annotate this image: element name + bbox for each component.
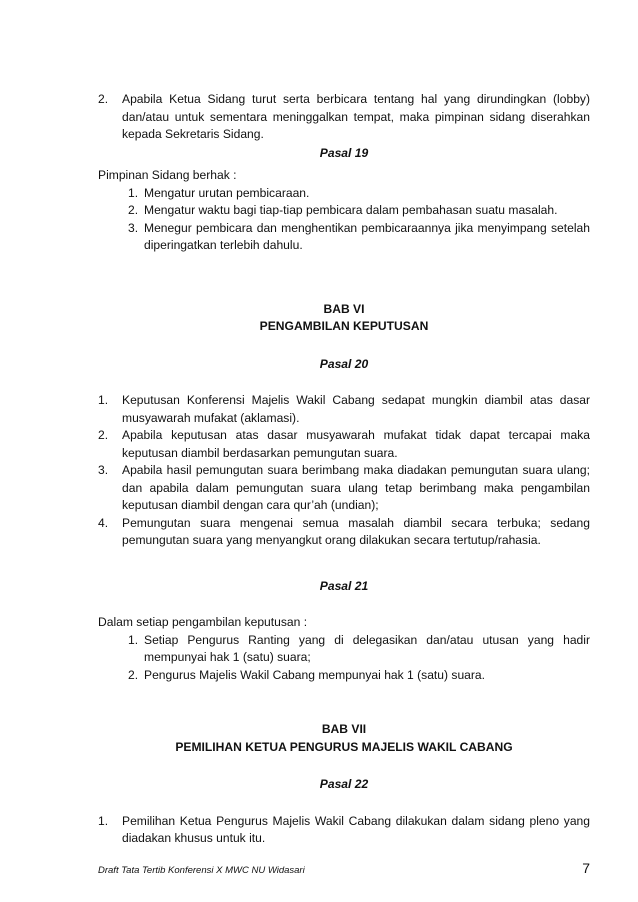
list-item [98,392,590,427]
list-text: Pemilihan Ketua Pengurus Majelis Wakil Cabang dilakukan dalam sidang pleno yang diadakan khusus untuk itu. [122,813,590,845]
list-number: 3. [98,463,109,477]
list-number: 4. [98,515,109,530]
list-item [98,91,590,144]
pasal-19-heading: Pasal 19 [319,145,369,160]
list-item [128,667,590,685]
bab-7-title: PEMILIHAN KETUA PENGURUS MAJELIS WAKIL CABANG [175,739,513,754]
list-item [98,515,590,550]
list-number: 3. [128,220,139,235]
list-item [128,220,590,255]
page-number: 7 [582,860,590,876]
list-text: Setiap Pengurus Ranting yang di delegasikan dan/atau utusan yang hadir mempunyai hak 1 (satu) suara; [144,632,590,664]
list-number: 1. [98,813,109,828]
bab-6-label: BAB VI [323,301,365,316]
list-item [98,462,590,515]
pasal-22-list [98,813,590,848]
list-text: Apabila keputusan atas dasar musyawarah mufakat tidak dapat tercapai maka keputusan diambil berdasarkan pemungutan suara. [122,428,590,460]
list-item [128,185,590,203]
list-number: 2. [128,667,139,682]
pasal-21-list [128,632,590,685]
pasal-21-intro: Dalam setiap pengambilan keputusan : [98,615,308,629]
bab-6-title: PENGAMBILAN KEPUTUSAN [259,319,429,333]
list-item [98,427,590,462]
page-footer [98,860,590,876]
pasal-19-intro: Pimpinan Sidang berhak : [98,168,237,182]
pasal-20-list [98,392,590,550]
list-number: 2. [98,428,109,442]
pasal-19-list [128,185,590,255]
list-number: 1. [128,185,139,200]
list-number: 1. [128,632,139,647]
pasal-20-heading: Pasal 20 [319,356,369,371]
pasal-21-heading: Pasal 21 [319,578,369,593]
list-item [128,202,590,220]
footer-text: Draft Tata Tertib Konferensi X MWC NU Widasari [98,865,305,876]
list-item [98,813,590,848]
page-content [98,91,590,848]
list-text: Mengatur urutan pembicaraan. [144,185,310,200]
pasal-22-heading: Pasal 22 [319,777,369,791]
list-text: Menegur pembicara dan menghentikan pembicaraannya jika menyimpang setelah diperingatkan terlebih dahulu. [144,220,590,252]
list-number: 2. [98,92,109,106]
list-text: Mengatur waktu bagi tiap-tiap pembicara dalam pembahasan suatu masalah. [144,203,558,217]
list-text: Apabila hasil pemungutan suara berimbang maka diadakan pemungutan suara ulang; dan apabila dalam pemungutan suara ulang tetap berimbang maka pengambilan keputusan diambil dengan cara qur’ah (undian); [122,463,590,512]
list-text: Apabila Ketua Sidang turut serta berbicara tentang hal yang dirundingkan (lobby) dan/atau untuk sementara meninggalkan tempat, maka pimpinan sidang diserahkan kepada Sekretaris Sidang. [122,92,590,141]
list-text: Keputusan Konferensi Majelis Wakil Cabang sedapat mungkin diambil atas dasar musyawarah mufakat (aklamasi). [122,393,590,425]
list-number: 1. [98,393,109,407]
list-number: 2. [128,203,139,217]
list-text: Pemungutan suara mengenai semua masalah diambil secara terbuka; sedang pemungutan suara yang menyangkut orang dilakukan secara tertutup/rahasia. [122,515,590,547]
bab-7-label: BAB VII [321,722,367,736]
list-item [128,632,590,667]
list-text: Pengurus Majelis Wakil Cabang mempunyai hak 1 (satu) suara. [144,667,486,682]
